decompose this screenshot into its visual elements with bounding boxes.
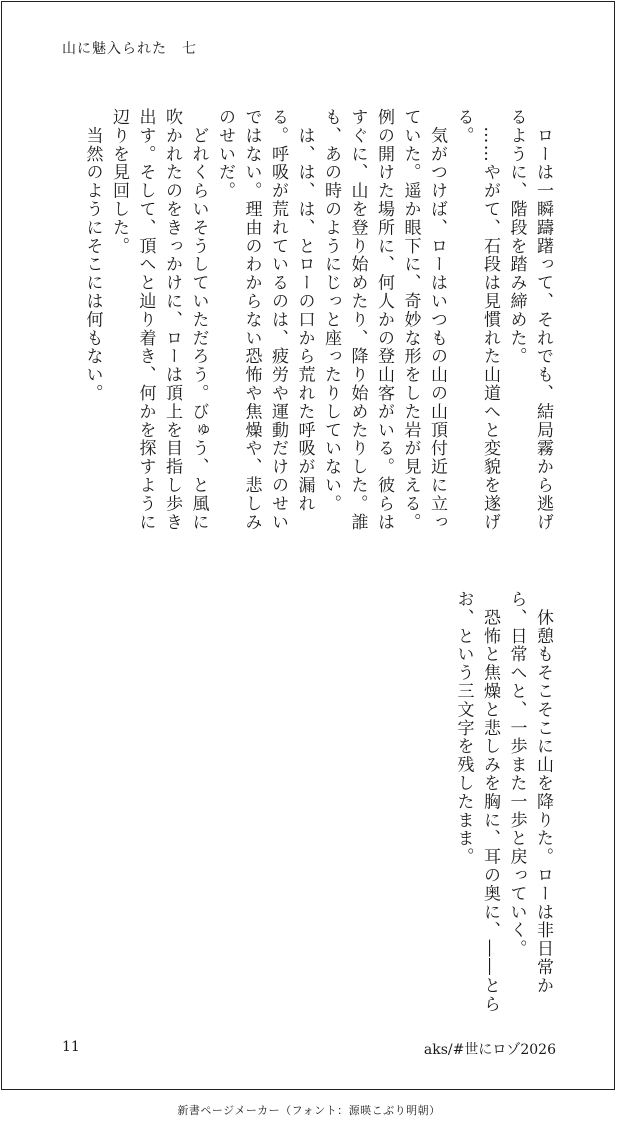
page-number: 11 (62, 1039, 80, 1055)
body-text-lower: 休憩もそこそこに山を降りた。ローは非日常から、日常へと、一歩また一歩と戻っていく。 恐怖と焦燥と悲しみを胸に、耳の奥に、――とらお、という三文字を残したまま。 (453, 590, 553, 1014)
author-credit: aks/#世にロゾ2026 (423, 1042, 556, 1058)
generator-caption: 新書ページメーカー（フォント：源暎こぶり明朝） (177, 1104, 441, 1117)
body-text-upper: ローは一瞬躊躇って、それでも、結局霧から逃げるように、階段を踏み締めた。 ……やがて、石段は見慣れた山道へと変貌を遂げる。 気がつけば、ローはいつもの山の山頂付近に立っていた。遥か眼下に、奇妙な形をした岩が見える。例の開けた場所に、何人かの登山客がいる。彼らはすぐに、山を登り始めたり、降り始めたりした。誰も、あの時のようにじっと座ったりしていない。 は、は、は、とローの口から荒れた呼吸が漏れる。呼吸が荒れているのは、疲労や運動だけのせいではない。理由のわからない恐怖や焦燥や、悲しみのせいだ。 どれくらいそうしていただろう。びゅう、と風に吹かれたのをきっかけに、ローは頂上を目指し歩き出す。そして、頂へと辿り着き、何かを探すように辺りを見回した。 当然のようにそこには何もない。 (82, 108, 553, 532)
chapter-title: 山に魅入られた 七 (62, 41, 197, 57)
page-frame (1, 1, 615, 1090)
